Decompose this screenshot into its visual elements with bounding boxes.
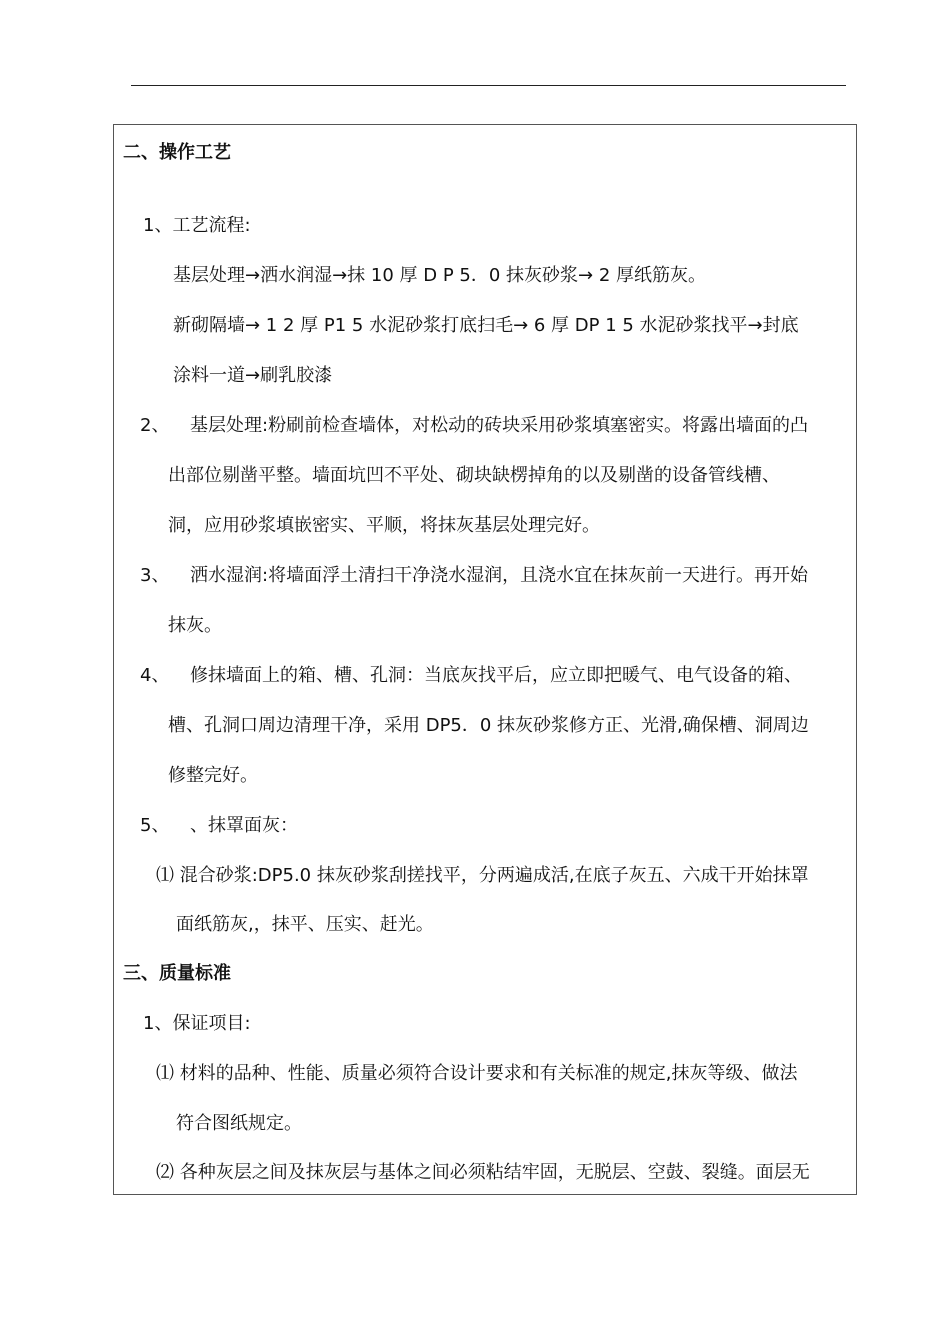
quality-item-1-title: 1、保证项目: <box>143 1013 251 1034</box>
process-item-3-line-1: 洒水湿润:将墙面浮土清扫干净浇水湿润，且浇水宜在抹灰前一天进行。再开始 <box>190 565 809 586</box>
process-item-4-line-3: 修整完好。 <box>168 765 258 786</box>
process-item-5-line-1: 、抹罩面灰： <box>190 815 298 836</box>
process-item-4-line-1: 修抹墙面上的箱、槽、孔洞：当底灰找平后，应立即把暖气、电气设备的箱、 <box>190 665 802 686</box>
header-rule <box>131 85 846 86</box>
process-sub-1-line-2: 面纸筋灰,，抹平、压实、赶光。 <box>176 914 434 935</box>
quality-sub-1-line-2: 符合图纸规定。 <box>176 1113 302 1134</box>
process-item-4-line-2: 槽、孔洞口周边清理干净，采用 DP5．0 抹灰砂浆修方正、光滑,确保槽、洞周边 <box>168 715 809 736</box>
process-item-1-line-1: 基层处理→洒水润湿→抹 10 厚 D P 5．0 抹灰砂浆→ 2 厚纸筋灰。 <box>173 265 706 286</box>
process-item-2-line-1: 基层处理:粉刷前检查墙体，对松动的砖块采用砂浆填塞密实。将露出墙面的凸 <box>190 415 809 436</box>
process-item-2-line-3: 洞，应用砂浆填嵌密实、平顺，将抹灰基层处理完好。 <box>168 515 600 536</box>
process-item-3-number: 3、 <box>140 565 170 586</box>
section-heading-operation: 二、操作工艺 <box>123 142 231 163</box>
process-item-3-line-2: 抹灰。 <box>168 615 222 636</box>
quality-sub-2-line-1: ⑵ 各种灰层之间及抹灰层与基体之间必须粘结牢固，无脱层、空鼓、裂缝。面层无 <box>156 1162 810 1183</box>
process-item-1-title: 1、工艺流程: <box>143 215 251 236</box>
process-item-1-line-2: 新砌隔墙→ 1 2 厚 P1 5 水泥砂浆打底扫毛→ 6 厚 DP 1 5 水泥砂浆找平→封底 <box>173 315 799 336</box>
quality-sub-1-line-1: ⑴ 材料的品种、性能、质量必须符合设计要求和有关标准的规定,抹灰等级、做法 <box>156 1063 798 1084</box>
process-item-4-number: 4、 <box>140 665 170 686</box>
process-item-2-number: 2、 <box>140 415 170 436</box>
process-sub-1-line-1: ⑴ 混合砂浆:DP5.0 抹灰砂浆刮搓找平，分两遍成活,在底子灰五、六成干开始抹罩 <box>156 865 809 886</box>
process-item-5-number: 5、 <box>140 815 170 836</box>
process-item-2-line-2: 出部位剔凿平整。墙面坑凹不平处、砌块缺楞掉角的以及剔凿的设备管线槽、 <box>168 465 780 486</box>
section-heading-quality: 三、质量标准 <box>123 963 231 984</box>
process-item-1-line-3: 涂料一道→刷乳胶漆 <box>173 365 333 386</box>
